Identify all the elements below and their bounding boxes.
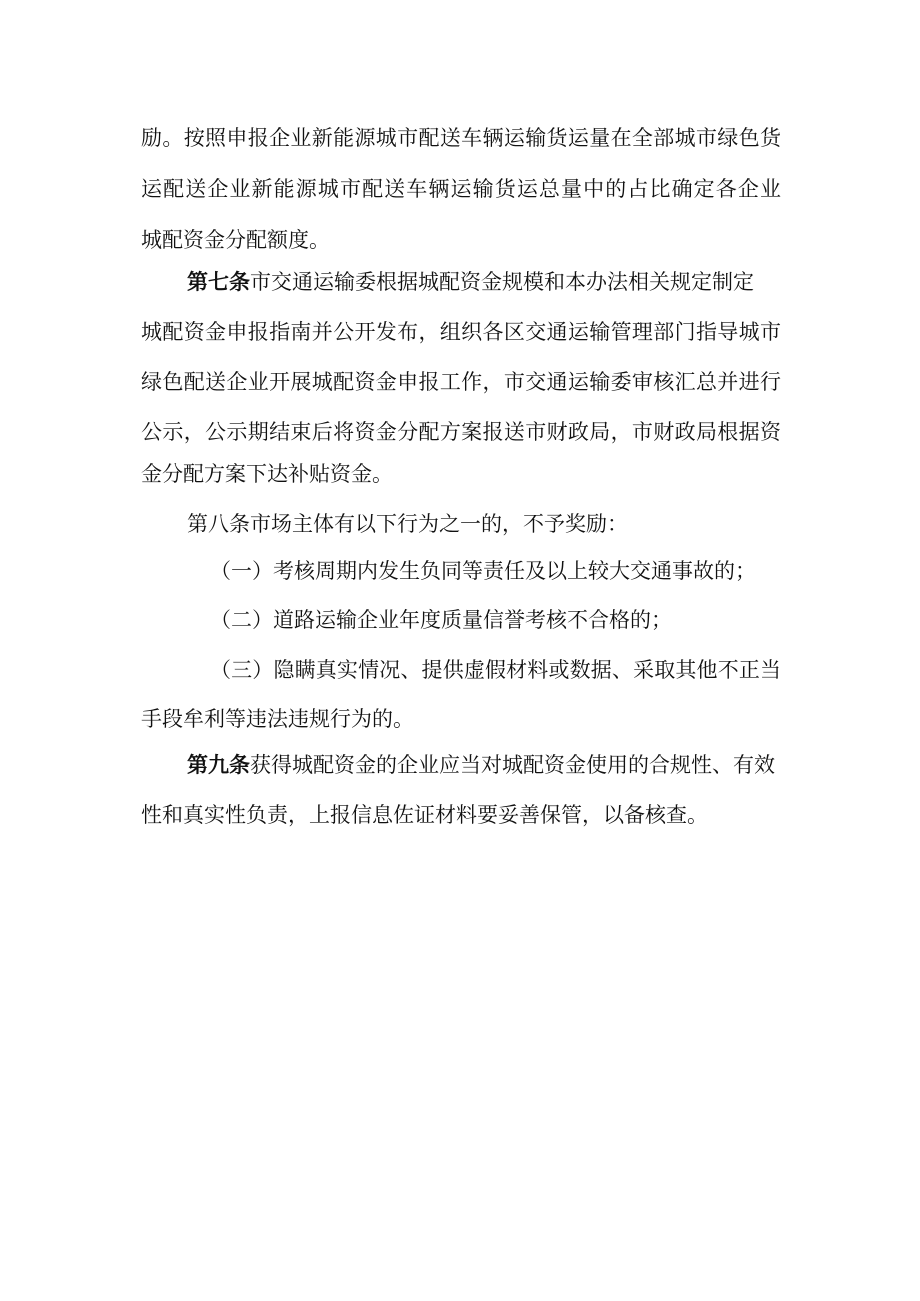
article-9-heading: 第九条 <box>187 753 250 777</box>
article-8-item-2: （二）道路运输企业年度质量信誉考核不合格的； <box>210 608 672 632</box>
article-7-heading: 第七条 <box>187 270 250 294</box>
article-8-item-1: （一）考核周期内发生负同等责任及以上较大交通事故的； <box>210 559 756 583</box>
article-8-item-3: （三）隐瞒真实情况、提供虚假材料或数据、采取其他不正当 <box>210 658 781 682</box>
paragraph-line: 励。按照申报企业新能源城市配送车辆运输货运量在全部城市绿色货 <box>141 126 781 150</box>
paragraph-line: 城配资金申报指南并公开发布，组织各区交通运输管理部门指导城市 <box>141 320 781 344</box>
article-7-first-line <box>187 265 781 299</box>
paragraph-line: 手段牟利等违法违规行为的。 <box>141 707 414 731</box>
article-8-intro: 第八条市场主体有以下行为之一的，不予奖励： <box>187 512 628 536</box>
article-9-text: 获得城配资金的企业应当对城配资金使用的合规性、有效 <box>250 753 775 777</box>
paragraph-line: 公示，公示期结束后将资金分配方案报送市财政局，市财政局根据资 <box>141 420 781 444</box>
article-7-text: 市交通运输委根据城配资金规模和本办法相关规定制定 <box>250 270 754 294</box>
paragraph-line: 性和真实性负责，上报信息佐证材料要妥善保管，以备核查。 <box>141 803 708 827</box>
paragraph-line: 金分配方案下达补贴资金。 <box>141 462 393 486</box>
article-9-first-line <box>187 748 781 782</box>
paragraph-line: 城配资金分配额度。 <box>141 228 330 252</box>
paragraph-line: 运配送企业新能源城市配送车辆运输货运总量中的占比确定各企业 <box>141 177 781 201</box>
paragraph-line: 绿色配送企业开展城配资金申报工作，市交通运输委审核汇总并进行 <box>141 370 781 394</box>
